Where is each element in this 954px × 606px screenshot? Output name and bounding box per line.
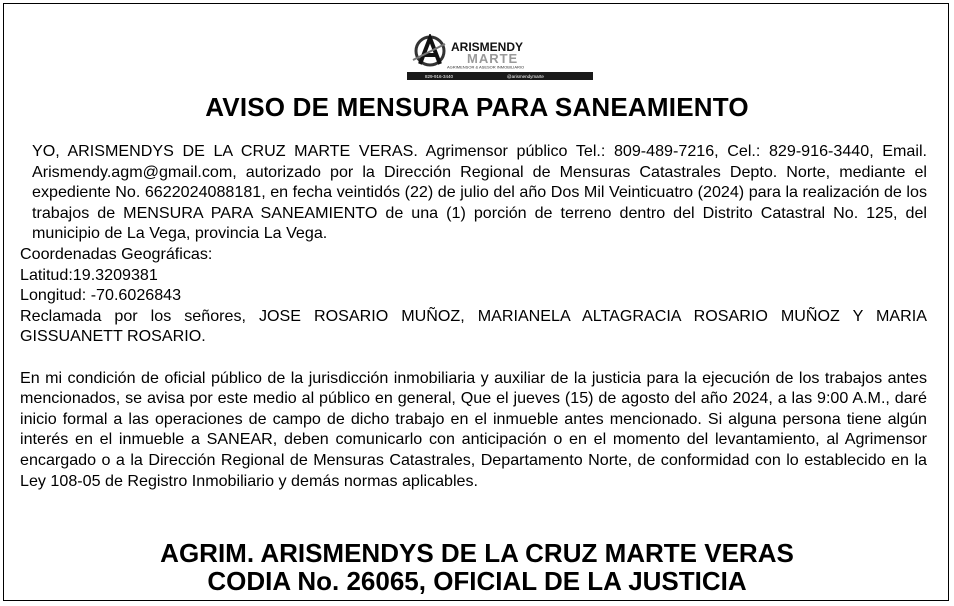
logo-tagline: AGRIMENSOR & ASESOR INMOBILIARIO	[447, 64, 525, 70]
compass-a-mark-icon	[407, 34, 593, 80]
coordinates-heading: Coordenadas Geográficas:	[20, 244, 213, 263]
company-logo	[407, 34, 593, 80]
intro-paragraph: YO, ARISMENDYS DE LA CRUZ MARTE VERAS. Agrimensor público Tel.: 809-489-7216, Cel.: 829-916-3440, Email. Arismendy.agm@gmail.com, autorizado por la Dirección Regional de Mensuras Catastrales Depto. Norte, mediante el expediente No. 6622024088181, en fecha veintidós (22) de julio del año Dos Mil Veinticuatro (2024) para la realización de los trabajos de MENSURA PARA SANEAMIENTO de una (1) porción de terreno dentro del Distrito Catastral No. 125, del municipio de La Vega, provincia La Vega.	[32, 142, 927, 243]
notice-body	[20, 141, 927, 491]
claimants-paragraph: Reclamada por los señores, JOSE ROSARIO MUÑOZ, MARIANELA ALTAGRACIA ROSARIO MUÑOZ Y MARIA GISSUANETT ROSARIO.	[20, 306, 927, 346]
logo-brand-line1: ARISMENDY	[451, 40, 524, 54]
logo-phone: 829-916-3440	[425, 74, 454, 79]
logo-brand-line2: MARTE	[467, 51, 519, 66]
latitude-value: Latitud:19.3209381	[20, 265, 158, 284]
notice-title: AVISO DE MENSURA PARA SANEAMIENTO	[205, 92, 749, 122]
longitude-value: Longitud: -70.6026843	[20, 286, 182, 305]
notice-paragraph: En mi condición de oficial público de la jurisdicción inmobiliaria y auxiliar de la justicia para la ejecución de los trabajos antes mencionados, se avisa por este medio al público en general, Que el jueves (15) de agosto del año 2024, a las 9:00 A.M., daré inicio formal a las operaciones de campo de dicho trabajo en el inmueble antes mencionado. Si alguna persona tiene algún interés en el inmueble a SANEAR, deben comunicarlo con anticipación o en el momento del levantamiento, al Agrimensor encargado o a la Dirección Regional de Mensuras Catastrales, Departamento Norte, de conformidad con lo establecido en la Ley 108-05 de Registro Inmobiliario y demás normas aplicables.	[20, 368, 927, 490]
logo-social: @arismendymarte	[507, 74, 544, 79]
signature-name: AGRIM. ARISMENDYS DE LA CRUZ MARTE VERAS	[160, 538, 794, 568]
signature-credential: CODIA No. 26065, OFICIAL DE LA JUSTICIA	[207, 566, 747, 596]
